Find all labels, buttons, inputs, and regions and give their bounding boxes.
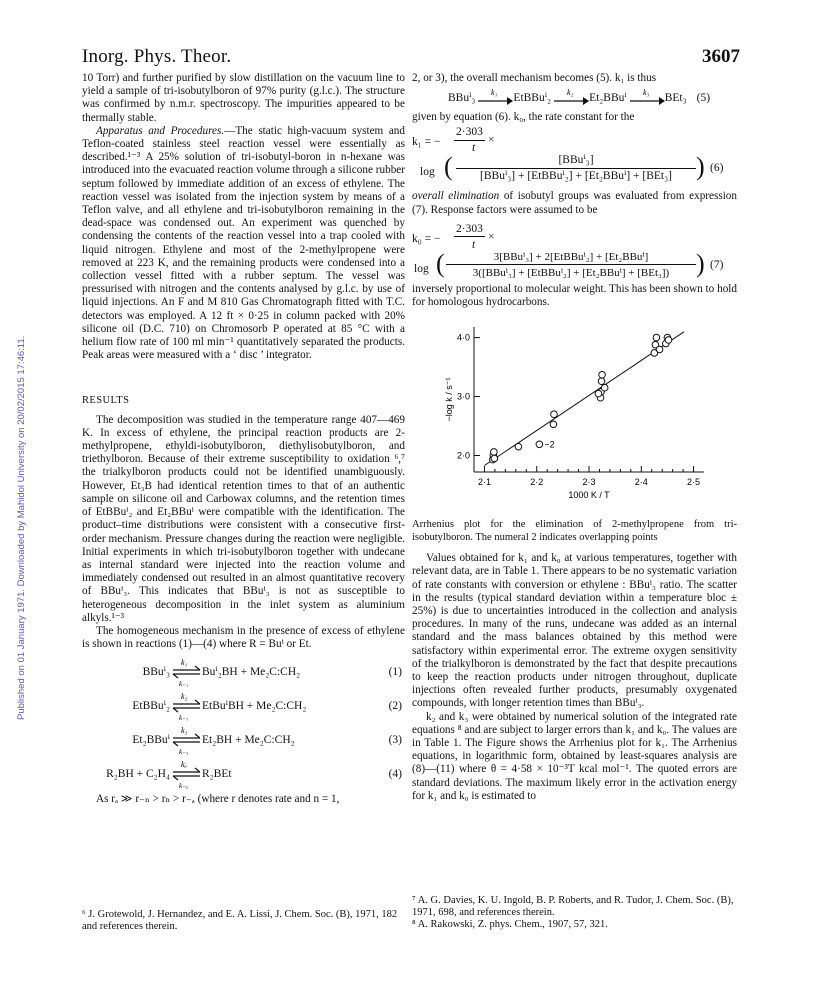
- paragraph: Apparatus and Procedures.—The static high-vacuum system and Teflon-coated stainless steel reaction vessel were essentially as described.¹⁻³ A 25% solution of tri-isobutyl-boron in n-hexane was introduced into the evacuated reaction volume through a silicone rubber septum followed by immediate addition of an excess of ethylene. The reaction vessel was isolated from the injection system by means of a Teflon valve, and all ethylene and tri-isobutylboron remaining in the dead-space was condensed out. An experiment was quenched by condensing the contents of the reaction vessel into a trap cooled with liquid nitrogen. Ethylene and most of the 2-methylpropene were removed at 223 K, and the remaining products were condensed into a collection vessel fitted with a rubber septum. The vessel was pressurised with nitrogen and the contents analysed by g.l.c. by use of liquid injections. An F and M 810 Gas Chromatograph fitted with T.C. detectors was employed. A 12 ft × 0·25 in column packed with 20% silicone oil (D.C. 710) on Chromosorb P operated at 85 °C with a helium flow rate of 100 ml min⁻¹ quantitatively separated the products. Peak areas were measured with a ‘ disc ’ integrator.: [82, 124, 405, 362]
- mechanism-5: BBuⁱ₃ k₁ EtBBuⁱ₂ k₂ Et₂BBuⁱ k₃ BEt₃ (5): [448, 85, 737, 111]
- x-axis-label: 1000 K / T: [568, 490, 610, 501]
- data-point: [550, 421, 557, 428]
- data-point: [515, 444, 522, 451]
- products: EtBuⁱBH + Me₂C:CH₂: [202, 699, 307, 712]
- arrow-icon: [475, 87, 513, 109]
- svg-text:k₁: k₁: [181, 658, 188, 668]
- reactant: BBuⁱ₃: [142, 665, 170, 678]
- arrow-icon: [627, 87, 665, 109]
- svg-text:k₃: k₃: [181, 726, 188, 736]
- data-point: [551, 411, 558, 418]
- equilibrium-arrow-icon: [172, 725, 200, 755]
- data-point: [599, 372, 606, 379]
- reaction-2: [82, 689, 405, 723]
- paragraph: Values obtained for k₁ and k₀ at various temperatures, together with relevant data, are in Table 1. There appears to be no systematic variation of rate constants with conversion or ethylene : BBuⁱ₃ ratio. The scatter in the results (typical standard deviation within a temperature bloc ± 25%) is due to uncertainties introduced in the collection and analysis procedures. In many of the runs, undecane was added as an internal standard and the mass balances obtained by this method were satisfactory within experimental error. The extreme oxygen sensitivity of the trialkylboron is demonstrated by the fact that despite precautions to keep the reaction products under nitrogen throughout, duplicate injections often revealed further products, presumably oxygenated compounds, with longer retention times than BBuⁱ₃.: [412, 552, 737, 710]
- arrhenius-plot: [412, 309, 737, 519]
- data-point: [653, 335, 660, 342]
- equilibrium-arrow-icon: [172, 759, 200, 789]
- figure-caption: Arrhenius plot for the elimination of 2-methylpropene from tri-isobutylboron. The numeral 2 indicates overlapping points: [412, 519, 737, 543]
- paragraph: As rₐ ≫ r₋ₙ > rₙ > r₋ₐ (where r denotes rate and n = 1,: [96, 793, 340, 806]
- right-column: [412, 72, 737, 803]
- results-heading: RESULTS: [82, 395, 130, 407]
- paragraph: The homogeneous mechanism in the presence of excess of ethylene is shown in reactions (1)—(4) where R = Buⁱ or Et.: [82, 624, 405, 651]
- x-tick-label: 2·5: [687, 477, 701, 488]
- footnotes-right: [412, 895, 737, 931]
- paragraph: 10 Torr) and further purified by slow distillation on the vacuum line to yield a sample of tri-isobutylboron of 97% purity (g.l.c.). The structure was confirmed by n.m.r. spectroscopy. The impurities appeared to be thermally stable.: [82, 72, 405, 124]
- reaction-scheme: [82, 655, 405, 791]
- svg-text:k₂: k₂: [181, 692, 188, 702]
- reactant: R₂BH + C₂H₄: [106, 767, 170, 780]
- paragraph: inversely proportional to molecular weight. This has been shown to hold for homologous hydrocarbons.: [412, 282, 737, 309]
- y-tick-label: 3·0: [456, 391, 470, 402]
- reaction-1: [82, 655, 405, 689]
- x-tick-label: 2·4: [634, 477, 648, 488]
- svg-text:k₋₁: k₋₁: [179, 680, 189, 688]
- arrhenius-figure: [412, 309, 737, 519]
- svg-text:k₂: k₂: [567, 88, 574, 98]
- paragraph: given by equation (6). k₀, the rate constant for the: [412, 111, 635, 124]
- svg-text:k₃: k₃: [642, 88, 650, 98]
- equilibrium-arrow-icon: [172, 657, 200, 687]
- data-point: [536, 441, 543, 448]
- reactant: Et₂BBuⁱ: [132, 733, 170, 746]
- svg-text:k₁: k₁: [491, 88, 498, 98]
- footnote-6: ⁶ J. Grotewold, J. Hernandez, and E. A. Lissi, J. Chem. Soc. (B), 1971, 182 and references therein.: [82, 909, 398, 932]
- y-axis-label: −log k / s⁻¹: [444, 377, 454, 422]
- x-tick-label: 2·2: [530, 477, 544, 488]
- data-point: [601, 385, 608, 392]
- page-number: 3607: [702, 46, 740, 67]
- left-column: [82, 72, 405, 807]
- x-tick-label: 2·1: [477, 477, 491, 488]
- svg-text:k₋ₐ: k₋ₐ: [179, 782, 188, 790]
- data-point: [598, 378, 605, 385]
- reactant: EtBBuⁱ₂: [132, 699, 170, 712]
- download-notice-text: Published on 01 January 1971. Downloaded by Mahidol University on 20/02/2015 17:46:11.: [16, 335, 27, 720]
- products: Et₂BH + Me₂C:CH₂: [202, 733, 295, 746]
- paragraph: k₂ and k₃ were obtained by numerical solution of the integrated rate equations ⁸ and are subject to larger errors than k₁ and k₀. The values are in Table 1. The Figure shows the Arrhenius plot for k₁. The Arrhenius equations, in logarithmic form, obtained by least-squares analysis are (8)—(11) where θ = 4·58 × 10⁻³T kcal mol⁻¹. The quoted errors are standard deviations. The maximum likely error in the activation energy for k₁ and k₀ is estimated to: [412, 710, 737, 802]
- y-tick-label: 4·0: [456, 332, 470, 343]
- svg-text:kₐ: kₐ: [181, 760, 187, 770]
- equation-7: k₀ = − 2·303 t × log ( 3[BBuⁱ₃] + 2[EtBBuⁱ₂] + [Et₂BBuⁱ] 3([BBuⁱ₃] + [EtBBuⁱ₂] + [Et₂BBuⁱ] + [BEt₃]) ) (7): [412, 222, 724, 279]
- data-point: [665, 337, 672, 344]
- equation-number: (3): [388, 733, 402, 746]
- equation-number: (2): [388, 699, 402, 712]
- svg-text:k₋₃: k₋₃: [179, 748, 189, 756]
- data-point: [491, 455, 498, 462]
- equation-6: k₁ = − 2·303 t × log ( [BBuⁱ₃] [BBuⁱ₃] + [EtBBuⁱ₂] + [Et₂BBuⁱ] + [BEt₃] ) (6): [412, 126, 724, 183]
- journal-title: Inorg. Phys. Theor.: [82, 46, 232, 67]
- products: Buⁱ₂BH + Me₂C:CH₂: [202, 665, 301, 678]
- data-point: [491, 449, 498, 456]
- equation-number: (4): [388, 767, 402, 780]
- paragraph: 2, or 3), the overall mechanism becomes (5). k₁ is thus: [412, 72, 657, 84]
- paragraph: overall elimination of isobutyl groups was evaluated from expression (7). Response factors were assumed to be: [412, 190, 737, 216]
- footnote-8: ⁸ A. Rakowski, Z. phys. Chem., 1907, 57, 321.: [412, 919, 608, 930]
- paragraph: The decomposition was studied in the temperature range 407—469 K. In excess of ethylene, the principal reaction products are 2-methylpropene, ethyldi-isobutylboron, diethylisobutylboron, and triethylboron. Because of their extreme susceptibility to oxidation ⁶,⁷ the trialkylboron products could not be identified unambiguously. However, Et₃B had identical retention times to that of an authentic sample on silicone oil and Carbowax columns, and the retention times of EtBBuⁱ₂ and Et₂BBuⁱ were compatible with the identification. The product–time distributions were consistent with a consecutive first-order mechanism. Pressure changes during the reaction were negligible. Initial experiments in which tri-isobutylboron together with undecane as internal standard were injected into the reaction volume and immediately condensed out resulted in an almost quantitative recovery of BBuⁱ₃. This indicates that BBuⁱ₃ is not as susceptible to heterogeneous decomposition in the inlet system as aluminium alkyls.¹⁻³: [82, 413, 405, 624]
- data-point: [656, 346, 663, 353]
- equation-number: (1): [388, 665, 402, 678]
- reaction-4: [82, 757, 405, 791]
- x-tick-label: 2·3: [582, 477, 596, 488]
- y-tick-label: 2·0: [456, 450, 470, 461]
- reaction-3: [82, 723, 405, 757]
- section-heading-apparatus: Apparatus and Procedures.: [96, 124, 225, 137]
- svg-text:k₋₂: k₋₂: [179, 714, 189, 722]
- data-point: [595, 391, 602, 398]
- arrow-icon: [551, 87, 589, 109]
- footnote-7: ⁷ A. G. Davies, K. U. Ingold, B. P. Roberts, and R. Tudor, J. Chem. Soc. (B), 1971, 698, and references therein.: [412, 895, 734, 918]
- equilibrium-arrow-icon: [172, 691, 200, 721]
- download-notice: [0, 0, 30, 1008]
- products: R₂BEt: [202, 767, 232, 780]
- point-label: −2: [544, 439, 555, 450]
